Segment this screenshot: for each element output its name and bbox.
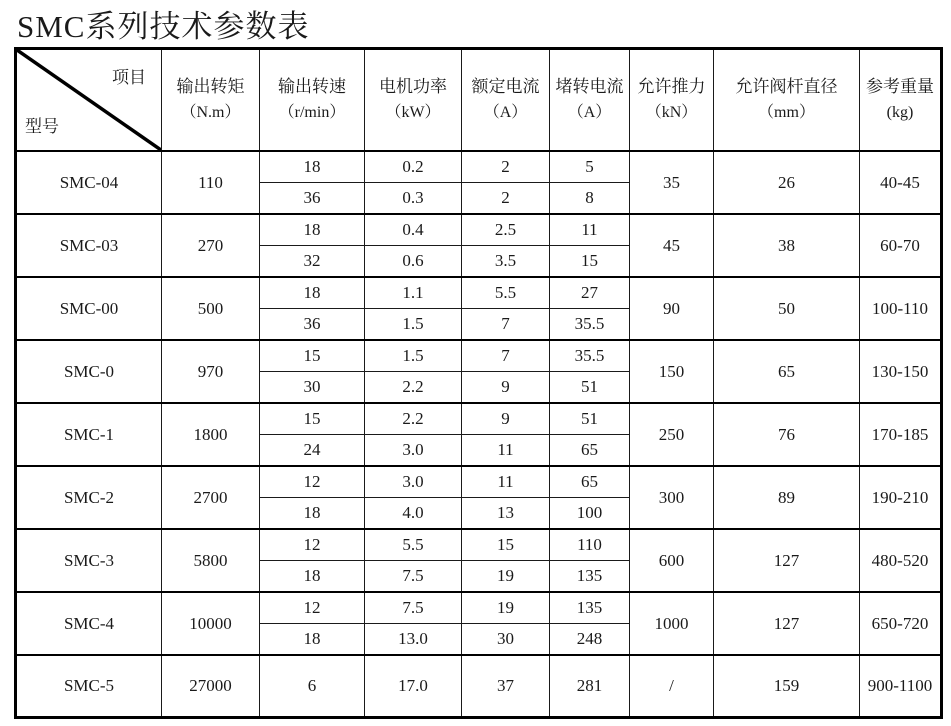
rated-current-cell: 11: [462, 435, 550, 467]
header-torque-unit: （N.m）: [180, 103, 241, 121]
header-row: [16, 49, 942, 152]
rated-current-cell: 19: [462, 561, 550, 593]
spec-table: [14, 47, 943, 719]
power-cell: 7.5: [365, 592, 462, 624]
header-weight: [860, 49, 942, 152]
weight-cell: 190-210: [860, 466, 942, 529]
table-row: [16, 340, 942, 372]
stall-current-cell: 100: [550, 498, 630, 530]
stem-diameter-cell: 76: [714, 403, 860, 466]
table-row: [16, 655, 942, 717]
header-stem-diameter-unit: （mm）: [758, 103, 815, 121]
torque-cell: 5800: [162, 529, 260, 592]
torque-cell: 500: [162, 277, 260, 340]
header-torque-name: 输出转矩: [176, 77, 245, 97]
header-thrust: [630, 49, 714, 152]
stem-diameter-cell: 65: [714, 340, 860, 403]
table-body: [16, 151, 942, 717]
speed-cell: 24: [260, 435, 365, 467]
stem-diameter-cell: 89: [714, 466, 860, 529]
stem-diameter-cell: 38: [714, 214, 860, 277]
weight-cell: 650-720: [860, 592, 942, 655]
rated-current-cell: 7: [462, 340, 550, 372]
model-cell: SMC-2: [16, 466, 162, 529]
power-cell: 4.0: [365, 498, 462, 530]
power-cell: 17.0: [365, 655, 462, 717]
corner-header-cell: [16, 49, 162, 152]
speed-cell: 36: [260, 309, 365, 341]
thrust-cell: 45: [630, 214, 714, 277]
weight-cell: 100-110: [860, 277, 942, 340]
power-cell: 1.1: [365, 277, 462, 309]
header-thrust-name: 允许推力: [637, 77, 706, 97]
stem-diameter-cell: 127: [714, 529, 860, 592]
speed-cell: 12: [260, 466, 365, 498]
rated-current-cell: 15: [462, 529, 550, 561]
table-row: [16, 277, 942, 309]
header-weight-name: 参考重量: [866, 77, 934, 97]
model-cell: SMC-04: [16, 151, 162, 214]
stall-current-cell: 110: [550, 529, 630, 561]
model-cell: SMC-4: [16, 592, 162, 655]
stall-current-cell: 11: [550, 214, 630, 246]
thrust-cell: /: [630, 655, 714, 717]
stall-current-cell: 8: [550, 183, 630, 215]
model-cell: SMC-03: [16, 214, 162, 277]
rated-current-cell: 2: [462, 183, 550, 215]
speed-cell: 32: [260, 246, 365, 278]
rated-current-cell: 13: [462, 498, 550, 530]
stall-current-cell: 65: [550, 435, 630, 467]
speed-cell: 15: [260, 403, 365, 435]
thrust-cell: 1000: [630, 592, 714, 655]
header-speed: [260, 49, 365, 152]
stall-current-cell: 51: [550, 372, 630, 404]
stem-diameter-cell: 159: [714, 655, 860, 717]
torque-cell: 1800: [162, 403, 260, 466]
model-cell: SMC-00: [16, 277, 162, 340]
model-cell: SMC-3: [16, 529, 162, 592]
rated-current-cell: 19: [462, 592, 550, 624]
stem-diameter-cell: 127: [714, 592, 860, 655]
rated-current-cell: 9: [462, 403, 550, 435]
header-stall-current-name: 堵转电流: [555, 77, 624, 97]
table-row: [16, 466, 942, 498]
header-stall-current: [550, 49, 630, 152]
stall-current-cell: 35.5: [550, 340, 630, 372]
stall-current-cell: 248: [550, 624, 630, 656]
weight-cell: 40-45: [860, 151, 942, 214]
thrust-cell: 300: [630, 466, 714, 529]
weight-cell: 60-70: [860, 214, 942, 277]
power-cell: 0.4: [365, 214, 462, 246]
stall-current-cell: 51: [550, 403, 630, 435]
power-cell: 2.2: [365, 372, 462, 404]
stem-diameter-cell: 50: [714, 277, 860, 340]
stall-current-cell: 27: [550, 277, 630, 309]
speed-cell: 30: [260, 372, 365, 404]
corner-label-item: 项目: [112, 68, 146, 87]
weight-cell: 480-520: [860, 529, 942, 592]
header-torque: [162, 49, 260, 152]
stall-current-cell: 15: [550, 246, 630, 278]
rated-current-cell: 9: [462, 372, 550, 404]
stall-current-cell: 5: [550, 151, 630, 183]
stall-current-cell: 135: [550, 561, 630, 593]
header-thrust-unit: （kN）: [645, 103, 698, 121]
header-speed-unit: （r/min）: [278, 103, 346, 121]
torque-cell: 10000: [162, 592, 260, 655]
weight-cell: 170-185: [860, 403, 942, 466]
torque-cell: 270: [162, 214, 260, 277]
header-rated-current-unit: （A）: [483, 103, 528, 121]
power-cell: 3.0: [365, 466, 462, 498]
thrust-cell: 600: [630, 529, 714, 592]
weight-cell: 130-150: [860, 340, 942, 403]
power-cell: 7.5: [365, 561, 462, 593]
speed-cell: 18: [260, 214, 365, 246]
power-cell: 1.5: [365, 340, 462, 372]
speed-cell: 36: [260, 183, 365, 215]
header-power-unit: （kW）: [385, 103, 441, 121]
thrust-cell: 250: [630, 403, 714, 466]
rated-current-cell: 3.5: [462, 246, 550, 278]
page-title: SMC系列技术参数表: [17, 9, 310, 44]
model-cell: SMC-5: [16, 655, 162, 717]
speed-cell: 18: [260, 277, 365, 309]
stall-current-cell: 281: [550, 655, 630, 717]
rated-current-cell: 2.5: [462, 214, 550, 246]
table-header: [16, 49, 942, 152]
table-row: [16, 151, 942, 183]
torque-cell: 27000: [162, 655, 260, 717]
weight-cell: 900-1100: [860, 655, 942, 717]
speed-cell: 18: [260, 561, 365, 593]
rated-current-cell: 5.5: [462, 277, 550, 309]
power-cell: 13.0: [365, 624, 462, 656]
rated-current-cell: 7: [462, 309, 550, 341]
corner-label-model: 型号: [25, 116, 59, 136]
speed-cell: 18: [260, 624, 365, 656]
header-speed-name: 输出转速: [278, 77, 346, 97]
header-power: [365, 49, 462, 152]
torque-cell: 2700: [162, 466, 260, 529]
speed-cell: 12: [260, 529, 365, 561]
rated-current-cell: 2: [462, 151, 550, 183]
torque-cell: 110: [162, 151, 260, 214]
thrust-cell: 90: [630, 277, 714, 340]
torque-cell: 970: [162, 340, 260, 403]
model-cell: SMC-1: [16, 403, 162, 466]
table-row: [16, 529, 942, 561]
table-row: [16, 403, 942, 435]
header-power-name: 电机功率: [379, 77, 447, 97]
power-cell: 1.5: [365, 309, 462, 341]
speed-cell: 12: [260, 592, 365, 624]
speed-cell: 18: [260, 151, 365, 183]
power-cell: 0.6: [365, 246, 462, 278]
rated-current-cell: 11: [462, 466, 550, 498]
header-stall-current-unit: （A）: [567, 103, 612, 121]
header-stem-diameter-name: 允许阀杆直径: [735, 77, 838, 97]
table-row: [16, 214, 942, 246]
speed-cell: 6: [260, 655, 365, 717]
stem-diameter-cell: 26: [714, 151, 860, 214]
speed-cell: 18: [260, 498, 365, 530]
stall-current-cell: 35.5: [550, 309, 630, 341]
stall-current-cell: 65: [550, 466, 630, 498]
model-cell: SMC-0: [16, 340, 162, 403]
power-cell: 5.5: [365, 529, 462, 561]
table-row: [16, 592, 942, 624]
power-cell: 0.2: [365, 151, 462, 183]
power-cell: 2.2: [365, 403, 462, 435]
speed-cell: 15: [260, 340, 365, 372]
header-stem-diameter: [714, 49, 860, 152]
power-cell: 3.0: [365, 435, 462, 467]
rated-current-cell: 30: [462, 624, 550, 656]
rated-current-cell: 37: [462, 655, 550, 717]
thrust-cell: 35: [630, 151, 714, 214]
stall-current-cell: 135: [550, 592, 630, 624]
header-weight-unit: (kg): [886, 103, 914, 121]
header-rated-current: [462, 49, 550, 152]
power-cell: 0.3: [365, 183, 462, 215]
header-rated-current-name: 额定电流: [471, 77, 540, 97]
thrust-cell: 150: [630, 340, 714, 403]
